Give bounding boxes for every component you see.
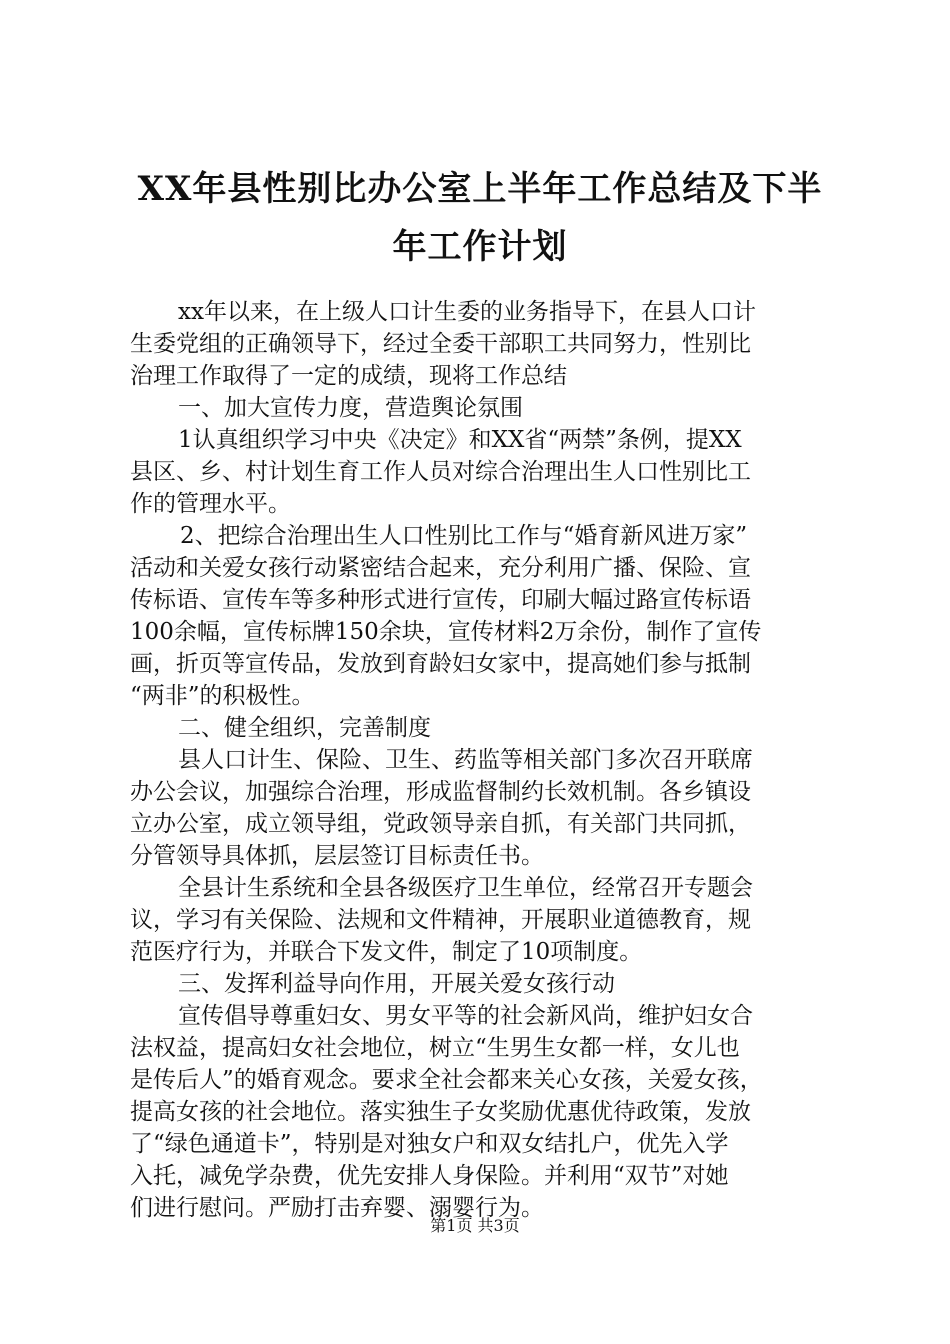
body-line: 范医疗行为，并联合下发文件，制定了10项制度。	[130, 939, 643, 965]
page-footer: 第1页 共3页	[430, 1216, 520, 1235]
title-line-2: 年工作计划	[392, 227, 568, 267]
body-line: 议，学习有关保险、法规和文件精神，开展职业道德教育，规	[130, 907, 751, 933]
body-line: 三、发挥利益导向作用，开展关爱女孩行动	[178, 971, 615, 997]
body-line: 全县计生系统和全县各级医疗卫生单位，经常召开专题会	[178, 875, 753, 901]
body-line: 立办公室，成立领导组，党政领导亲自抓，有关部门共同抓，	[130, 811, 751, 837]
body-line: 县人口计生、保险、卫生、药监等相关部门多次召开联席	[178, 747, 753, 773]
body-line: 作的管理水平。	[130, 491, 291, 517]
title-line-1: XX年县性别比办公室上半年工作总结及下半	[137, 169, 823, 209]
body-line: 1认真组织学习中央《决定》和XX省“两禁”条例，提XX	[178, 427, 742, 453]
body-line: 治理工作取得了一定的成绩，现将工作总结	[130, 363, 567, 389]
body-line: 县区、乡、村计划生育工作人员对综合治理出生人口性别比工	[130, 459, 751, 485]
document-body	[130, 296, 830, 1224]
body-line: 传标语、宣传车等多种形式进行宣传，印刷大幅过路宣传标语	[130, 587, 751, 613]
body-line: 是传后人”的婚育观念。要求全社会都来关心女孩，关爱女孩，	[130, 1067, 763, 1093]
body-line: 入托，减免学杂费，优先安排人身保险。并利用“双节”对她	[130, 1163, 729, 1189]
body-line: 画，折页等宣传品，发放到育龄妇女家中，提高她们参与抵制	[130, 651, 751, 677]
body-line: 法权益，提高妇女社会地位，树立“生男生女都一样，女儿也	[130, 1035, 740, 1061]
body-line: “两非”的积极性。	[130, 683, 315, 709]
body-line: 宣传倡导尊重妇女、男女平等的社会新风尚，维护妇女合	[178, 1003, 753, 1029]
body-line: xx年以来，在上级人口计生委的业务指导下，在县人口计	[178, 299, 756, 325]
body-line: 生委党组的正确领导下，经过全委干部职工共同努力，性别比	[130, 331, 751, 357]
body-line: 们进行慰问。严励打击弃婴、溺婴行为。	[130, 1195, 544, 1221]
body-line: 一、加大宣传力度，营造舆论氛围	[178, 395, 523, 421]
document-title	[120, 160, 840, 276]
body-line: 100余幅，宣传标牌150余块，宣传材料2万余份，制作了宣传	[130, 619, 762, 645]
body-line: 办公会议，加强综合治理，形成监督制约长效机制。各乡镇设	[130, 779, 751, 805]
body-line: 分管领导具体抓，层层签订目标责任书。	[130, 843, 544, 869]
body-line: 提高女孩的社会地位。落实独生子女奖励优惠优待政策，发放	[130, 1099, 751, 1125]
body-line: 了“绿色通道卡”，特别是对独女户和双女结扎户，优先入学	[130, 1131, 729, 1157]
body-line: 活动和关爱女孩行动紧密结合起来，充分利用广播、保险、宣	[130, 555, 751, 581]
body-line: 二、健全组织，完善制度	[178, 715, 431, 741]
body-line: 2、把综合治理出生人口性别比工作与“婚育新风进万家”	[180, 523, 748, 549]
